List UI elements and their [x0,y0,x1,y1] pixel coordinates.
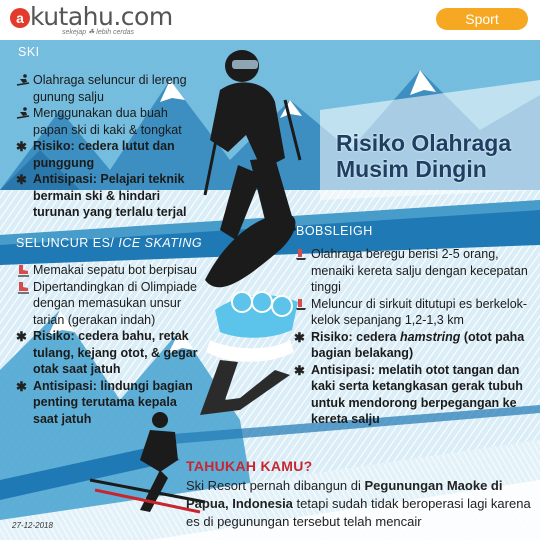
bobsleigh-anticipation: ✱ Antisipasi: melatih otot tangan dan kaki serta ketangkasan gerak tubuh untuk mendorong berpegangan ke kereta salju [294,362,523,426]
logo-text: kutahu.com [30,2,173,31]
bobsleigh-item-2: Meluncur di sirkuit ditutupi es berkelok-kelok sepanjang 1,2-1,3 km [294,296,530,329]
star-icon: ✱ [16,329,27,344]
fact-text: Ski Resort pernah dibangun di Pegunungan Maoke di Papua, Indonesia tetapi sudah tidak beroperasi lagi karena es di pegunungan tersebut telah mencair [186,478,531,529]
star-icon: ✱ [16,172,27,187]
star-icon: ✱ [16,378,27,394]
ski-item-2: Menggunakan dua buah papan ski di kaki & tongkat [16,105,206,138]
star-icon: ✱ [16,139,27,154]
skier-icon [16,107,30,120]
skating-anticipation: ✱ Antisipasi: lindungi bagian penting terutama kepala saat jatuh [16,378,193,426]
ski-anticipation: ✱ Antisipasi: Pelajari teknik bermain ski & hindari turunan yang terlalu terjal [16,172,187,219]
section-label-bobsleigh: BOBSLEIGH [296,224,373,238]
category-badge: Sport [436,8,528,30]
logo-mark-icon: a [10,8,30,28]
section-label-ski: SKI [18,45,40,59]
star-icon: ✱ [294,329,305,345]
site-logo[interactable] [10,2,173,38]
title-line-1: Risiko Olahraga [336,130,512,156]
publish-date: 27-12-2018 [12,521,53,530]
star-icon: ✱ [294,362,305,378]
skating-risk: ✱ Risiko: cedera bahu, retak tulang, kejang otot, & gegar otak saat jatuh [16,329,198,376]
ski-risk: ✱ Risiko: cedera lutut dan punggung [16,139,175,170]
bobsleigh-section [294,246,530,428]
skier-icon [16,74,30,87]
skating-item-1: Memakai sepatu bot berpisau [16,262,198,279]
header-bar [0,0,540,40]
ski-section [16,72,206,221]
skate-icon [16,264,30,277]
title-line-2: Musim Dingin [336,156,487,182]
skate-icon [16,281,30,294]
sled-icon [294,298,308,311]
fact-title: TAHUKAH KAMU? [186,458,313,474]
logo-tagline: sekejap ☘ lebih cerdas [62,29,135,36]
section-label-skating: SELUNCUR ES/ ICE SKATING [16,236,203,250]
ski-item-1: Olahraga seluncur di lereng gunung salju [16,72,206,105]
bobsleigh-risk: ✱ Risiko: cedera hamstring (otot paha bagian belakang) [294,329,525,360]
skating-item-2: Dipertandingkan di Olimpiade dengan memasukan unsur tarian (gerakan indah) [16,279,198,329]
skating-section [16,262,198,427]
bobsleigh-item-1: Olahraga beregu berisi 2-5 orang, menaiki kereta salju dengan kecepatan tinggi [294,246,530,296]
page-title [336,130,526,182]
sled-icon [294,248,308,261]
